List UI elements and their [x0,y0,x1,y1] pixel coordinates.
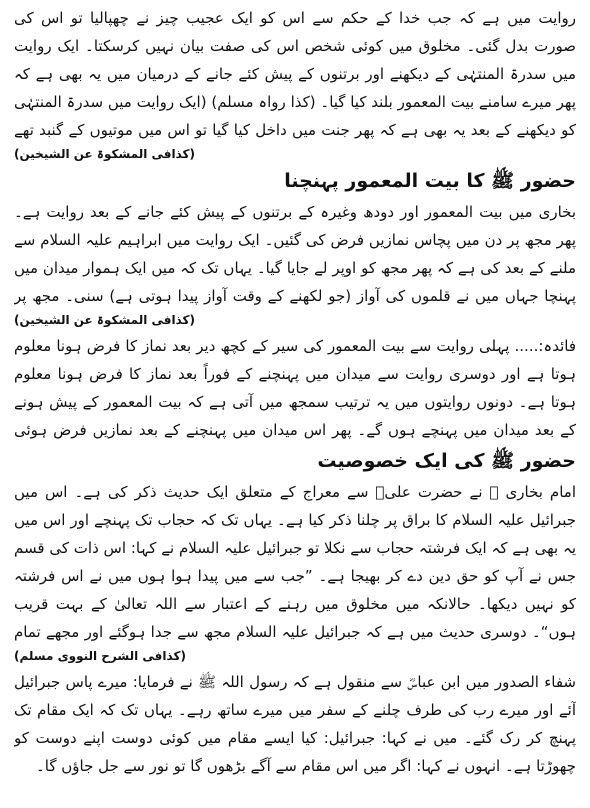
reference-mishkat-2: (کذافی المشکوۃ عن الشیخین) [14,313,196,327]
paragraph-imam-bukhari-hadith: امام بخاری ﷺ نے حضرت علیؓ سے معراج کے متعلق ایک حدیث ذکر کی ہے۔ اس میں جبرائیل علیہ السلام کا براق پر چلنا ذکر کیا ہے۔ یہاں تک کہ حجاب تک پہنچے اور اس میں یہ بھی ہے کہ ایک فرشتہ حجاب سے نکلا تو جبرائیل علیہ السلام نے کہا: اس ذات کی قسم جس نے آپ کو حق دین دے کر بھیجا ہے۔ ”جب سے میں پیدا ہوا ہوں میں نے اس فرشتہ کو نہیں دیکھا۔ حالانکہ میں مخلوق میں رہنے کے اعتبار سے اللہ تعالیٰ کے بہت قریب ہوں“۔ دوسری حدیث میں ہے کہ جبرائیل علیہ السلام مجھ سے جدا ہوگئے اور مجھے تمام [14,483,576,641]
paragraph-shifa-us-sudur: شفاء الصدور میں ابن عباسؓ سے منقول ہے کہ رسول اللہ ﷺ نے فرمایا: میرے پاس جبرائیل آئے اور میرے رب کی طرف چلنے کے سفر میں میرے ساتھ رہے۔ یہاں تک کہ ایک مقام تک پہنچ کر رک گئے۔ میں نے کہا: جبرائیل: کیا ایسے مقام میں کوئی دوست اپنے دوست کو چھوڑتا ہے۔ انہوں نے کہا: اگر میں اس مقام سے آگے بڑھوں گا تو نور سے جل جاؤں گا۔ [14,673,576,775]
paragraph-bukhari-narration: بخاری میں بیت المعمور اور دودھ وغیرہ کے برتنوں کے پیش کئے جانے کے بعد روایت ہے۔ پھر مجھ پر دن میں پچاس نمازیں فرض کی گئیں۔ ایک روایت میں ابراہیم علیہ السلام سے ملنے کے بعد کی ہے کہ پھر مجھ کو اوپر لے جایا گیا۔ یہاں تک کہ میں ایک ہموار میدان میں پہنچا جہاں میں نے قلموں کی آواز (جو لکھنے کے وقت آواز پیدا ہوتی ہے) سنی۔ مجھ پر [14,203,576,305]
paragraph-baitul-mamur-narration: روایت میں ہے کہ جب خدا کے حکم سے اس کو ایک عجیب چیز نے چھپالیا تو اس کی صورت بدل گئی۔ مخلوق میں کوئی شخص اس کی صفت بیان نہیں کرسکتا۔ ایک روایت میں سدرۃ المنتہٰی کے دیکھنے اور برتنوں کے پیش کئے جانے کے درمیان میں یہ بھی ہے کہ پھر میرے سامنے بیت المعمور بلند کیا گیا۔ (کذا رواہ مسلم) (ایک روایت میں سدرۃ المنتہٰی کو دیکھنے کے بعد یہ بھی ہے کہ پھر جنت میں داخل کیا گیا تو اس میں موتیوں کے گنبد تھے [14,9,576,139]
reference-mishkat-1: (کذافی المشکوۃ عن الشیخین) [14,147,196,161]
heading-special-distinction: حضور ﷺ کی ایک خصوصیت [317,450,576,472]
paragraph-faida: فائدہ:..... پہلی روایت سے بیت المعمور کی سیر کے کچھ دیر بعد نماز کا فرض ہونا معلوم ہوتا ہے اور دوسری روایت سے میدان میں پہنچنے کے فوراً بعد نماز کا فرض ہونا معلوم ہوتا ہے۔ دونوں روایتوں میں یہ ترتیب سمجھ میں آتی ہے کہ بیت المعمور کے پیش ہونے کے بعد میدان میں پہنچے ہوں گے۔ پھر اس میدان میں پہنچنے کے بعد نمازیں فرض ہوئی [14,337,576,439]
heading-reaching-baitul-mamur: حضور ﷺ کا بیت المعمور پہنچنا [284,170,576,192]
reference-sharh-nawawi: (کذافی الشرح النووی مسلم) [14,649,186,663]
